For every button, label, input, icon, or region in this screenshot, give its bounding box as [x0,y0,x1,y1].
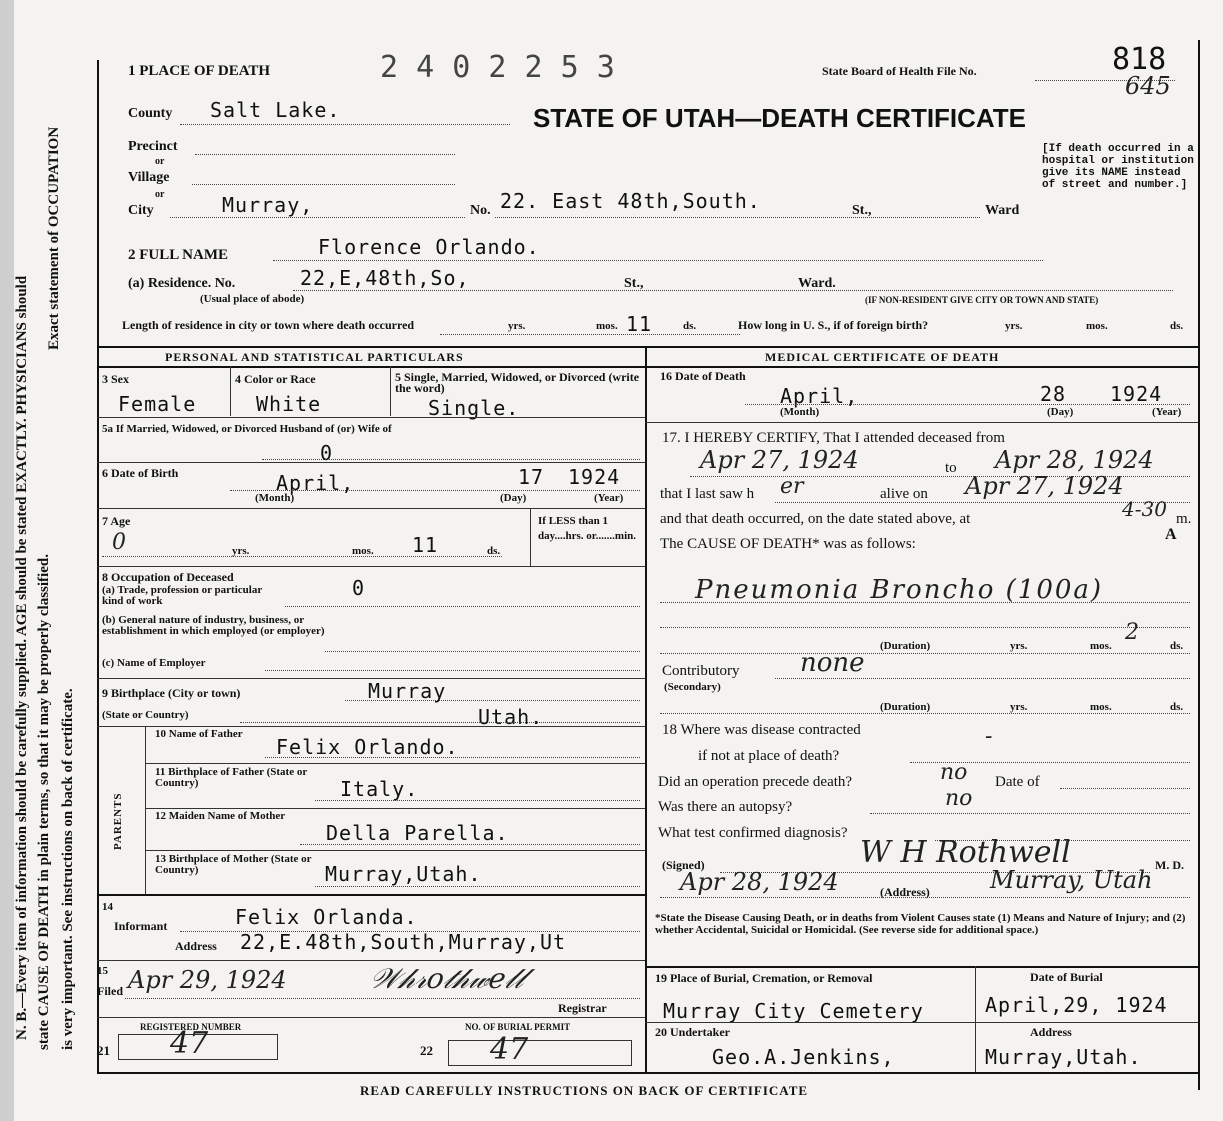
file-number-label: State Board of Health File No. [822,64,977,78]
color-label: 4 Color or Race [235,372,316,386]
dod-year: 1924 [1110,382,1163,406]
residence-st-label: St., [624,276,644,291]
residence-value: 22,E,48th,So, [300,266,470,290]
item-21: 21 [97,1043,110,1058]
cause-label: The CAUSE OF DEATH* was as follows: [660,536,916,552]
ward-label: Ward [985,203,1020,218]
row3-rule [97,417,645,418]
village-line [192,184,455,185]
filed-number: 15 [97,965,108,977]
father-birthplace: Italy. [340,777,419,801]
q18-dash: - [985,724,993,749]
dod-month-caption: (Month) [780,406,820,418]
mother-label: 12 Maiden Name of Mother [155,810,286,822]
precinct-label: Precinct [128,139,178,154]
duration-ds-1: ds. [1170,640,1184,652]
father-rule [145,763,645,764]
margin-instruction-3: Exact statement of OCCUPATION [46,126,62,350]
registrar-label: Registrar [558,1001,607,1015]
dob-line [230,490,640,491]
medical-heading: MEDICAL CERTIFICATE OF DEATH [765,350,1000,364]
residence-label: (a) Residence. No. [128,276,236,291]
parents-rule [97,894,645,896]
city-value: Murray, [222,193,314,217]
full-name-value: Florence Orlando. [318,235,540,259]
form-right-border [1198,40,1200,1090]
to-label: to [945,460,957,476]
cause-footnote: *State the Disease Causing Death, or in deaths from Violent Causes state (1) Means and Nature of Injury; and (2) whether Accidental, Suicidal or Homicidal. (See reverse side for additional space.) [655,912,1186,936]
age-line [102,556,502,557]
cause-line-2 [660,627,1190,628]
registrar-signature: 𝒲𝒽𝓇𝑜𝓉𝒽𝓌𝑒𝓁𝓁 [367,962,528,995]
informant-value: Felix Orlanda. [235,905,418,929]
signer-address-label: (Address) [880,885,930,899]
birthplace-line [345,700,640,701]
occupation-c-label: (c) Name of Employer [102,657,206,669]
length-ds: ds. [683,320,697,332]
death-time: 4-30 [1122,497,1167,521]
registered-number-label: REGISTERED NUMBER [140,1022,242,1032]
filed-rule [97,1017,645,1018]
mother-value: Della Parella. [326,821,509,845]
spouse-value: 0 [320,441,334,465]
duration-ds-2: ds. [1170,701,1184,713]
village-label: Village [128,170,170,185]
county-value: Salt Lake. [210,98,341,122]
street-no-label: No. [470,203,491,218]
length-residence-label: Length of residence in city or town where death occurred [122,318,415,332]
margin-instruction-1: N. B.—Every item of information should be carefully supplied. AGE should be stated EXACTLY. PHYSICIANS should [14,275,30,1040]
last-saw-pronoun: er [780,474,804,499]
duration-mos-1: mos. [1090,640,1112,652]
city-line [170,217,465,218]
q18-label: 18 Where was disease contracted [662,722,861,738]
birthplace-state: Utah. [478,705,544,729]
medical-heading-rule [645,366,1198,368]
burial-date-label: Date of Burial [1030,970,1103,984]
precinct-line [195,154,455,155]
cause-of-death: Pneumonia Broncho (100a) [695,575,1104,605]
sex-label: 3 Sex [102,372,129,386]
us-mos: mos. [1086,320,1108,332]
dob-label: 6 Date of Birth [102,466,179,480]
occupation-b-line [325,651,640,652]
autopsy-label: Was there an autopsy? [658,799,793,815]
mother-birthplace-label: 13 Birthplace of Mother (State or Country) [155,853,312,876]
signer-line [660,897,1190,898]
hospital-note: [If death occurred in a hospital or institution give its NAME instead of street and number.] [1042,143,1194,191]
left-edge-strip [0,0,14,1121]
duration-label-1: (Duration) [880,640,931,652]
column-divider [645,346,647,1072]
age-mos-value: 11 [412,533,439,557]
undertaker-value: Geo.A.Jenkins, [712,1045,895,1069]
personal-heading: PERSONAL AND STATISTICAL PARTICULARS [165,350,464,364]
margin-instruction-2: state CAUSE OF DEATH in plain terms, so that it may be properly classified. [36,554,52,1050]
footnote-rule [645,966,1198,968]
or-1: or [155,156,165,167]
father-line [265,757,640,758]
personal-heading-rule [97,366,645,368]
burial-rule [645,1022,1198,1023]
street-line [495,217,980,218]
parents-tag: PARENTS [112,792,124,850]
duration-value: 2 [1125,620,1139,645]
birthplace-label: 9 Birthplace (City or town) [102,686,241,700]
operation-label: Did an operation precede death? [658,774,853,790]
mother-bp-line [315,886,640,887]
color-marital-divider [390,366,391,416]
age-yrs-value: 0 [112,530,126,555]
undertaker-label: 20 Undertaker [655,1025,730,1039]
age-label: 7 Age [102,514,131,528]
street-value: 22. East 48th,South. [500,189,761,213]
registered-number: 47 [170,1026,209,1061]
dob-month: April, [276,471,355,495]
signer-address: Murray, Utah [990,866,1153,894]
row9-rule [97,726,645,727]
contributory-value: none [800,648,865,678]
burial-label: 19 Place of Burial, Cremation, or Removal [655,971,873,985]
dob-day: 17 [518,465,545,489]
section-divider [97,346,1199,348]
occupation-a-label: (a) Trade, profession or particular kind of work [102,584,263,607]
duration-mos-2: mos. [1090,701,1112,713]
row7-rule [97,566,645,567]
last-saw-date: Apr 27, 1924 [965,472,1124,500]
row5a-rule [97,462,645,463]
undertaker-address-label: Address [1030,1025,1072,1039]
occupation-label: 8 Occupation of Deceased [102,570,234,584]
spouse-label: 5a If Married, Widowed, or Divorced Husband of (or) Wife of [102,423,392,435]
footer-instruction: READ CAREFULLY INSTRUCTIONS ON BACK OF CERTIFICATE [360,1083,809,1098]
attended-from: Apr 27, 1924 [700,446,859,474]
death-occurred-label: and that death occurred, on the date stated above, at [660,511,971,527]
burial-permit-number: 47 [490,1032,529,1067]
us-yrs: yrs. [1005,320,1023,332]
marital-value: Single. [428,396,520,420]
row6-rule [97,508,645,509]
length-mos: mos. [596,320,618,332]
burial-permit-label: NO. OF BURIAL PERMIT [465,1022,571,1032]
burial-permit-box [448,1040,632,1066]
dod-month: April, [780,384,859,408]
street-st-label: St., [852,203,872,218]
length-line [440,334,740,335]
dod-year-caption: (Year) [1152,406,1182,418]
spouse-line [262,459,640,460]
us-ds: ds. [1170,320,1184,332]
father-bp-rule [145,808,645,809]
dod-day: 28 [1040,382,1067,406]
autopsy-line [870,813,1190,814]
burial-place: Murray City Cemetery [663,999,924,1023]
duration-line-2 [660,713,1190,714]
length-yrs: yrs. [508,320,526,332]
dod-rule [645,422,1198,423]
filed-label: Filed [97,984,123,998]
county-label: County [128,106,173,121]
father-birthplace-label: 11 Birthplace of Father (State or Country) [155,766,308,789]
signed-label: (Signed) [662,858,705,872]
length-mos-value: 11 [626,312,653,336]
attended-to: Apr 28, 1924 [995,446,1154,474]
age-divider [530,508,531,566]
sex-color-divider [230,366,231,416]
occupation-line [285,606,640,607]
physician-signature: W H Rothwell [860,835,1071,870]
filed-date: Apr 29, 1924 [128,966,287,994]
informant-address-label: Address [175,939,217,953]
full-name-line [273,260,1043,261]
burial-divider [975,966,976,1072]
mother-birthplace: Murray,Utah. [325,862,482,886]
secondary-caption: (Secondary) [664,681,721,693]
parents-divider [145,726,146,894]
birthplace-city: Murray [368,679,447,703]
operation-line [1060,788,1190,789]
dod-line [745,404,1190,405]
duration-line-1 [660,653,1190,654]
q18b-label: if not at place of death? [698,748,840,764]
dod-label: 16 Date of Death [660,369,746,383]
test-label: What test confirmed diagnosis? [658,825,848,841]
ampm-value: A [1165,526,1177,543]
city-label: City [128,203,154,218]
residence-line [293,290,1173,291]
informant-number: 14 [102,901,113,913]
marital-label: 5 Single, Married, Widowed, or Divorced (write the word) [395,370,640,395]
father-value: Felix Orlando. [276,735,459,759]
operation-value: no [940,760,968,785]
county-line [180,124,510,125]
document-title: STATE OF UTAH—DEATH CERTIFICATE [533,103,1026,133]
cause-line-1 [660,602,1190,603]
usual-abode-caption: (Usual place of abode) [200,293,305,305]
dod-day-caption: (Day) [1047,406,1074,418]
birthplace-state-line [240,722,640,723]
residence-ward-label: Ward. [798,276,836,291]
margin-instruction-4: is very important. See instructions on back of certificate. [60,688,76,1050]
contributory-line [775,678,1190,679]
birthplace-state-label: (State or Country) [102,709,189,721]
place-of-death-label: 1 PLACE OF DEATH [128,63,271,79]
mother-line [300,844,640,845]
duration-yrs-1: yrs. [1010,640,1028,652]
item-22: 22 [420,1043,433,1058]
certificate-number: 2 4 0 2 2 5 3 [380,50,615,85]
color-value: White [256,392,322,416]
file-number-handwritten: 645 [1125,72,1171,100]
father-bp-line [315,800,640,801]
certify-line: 17. I HEREBY CERTIFY, That I attended deceased from [662,430,1005,446]
last-saw-label: that I last saw h [660,486,755,502]
age-mos-caption: mos. [352,545,374,557]
date-of-label: Date of [995,774,1040,790]
occupation-c-line [265,670,640,671]
informant-rule [97,960,645,961]
autopsy-value: no [945,786,973,811]
age-yrs-caption: yrs. [232,545,250,557]
dob-year: 1924 [568,465,621,489]
signed-date: Apr 28, 1924 [680,868,839,896]
filed-line [125,998,640,999]
father-label: 10 Name of Father [155,728,243,740]
contributory-label: Contributory [662,663,740,679]
undertaker-address: Murray,Utah. [985,1045,1142,1069]
md-label: M. D. [1155,858,1184,872]
less-than-label: If LESS than 1 day....hrs. or.......min. [538,515,637,542]
duration-yrs-2: yrs. [1010,701,1028,713]
dob-month-caption: (Month) [255,492,295,504]
sex-value: Female [118,392,197,416]
or-2: or [155,189,165,200]
dob-day-caption: (Day) [500,492,527,504]
alive-on-label: alive on [880,486,928,502]
occupation-b-label: (b) General nature of industry, business, or establishment in which employed (or employer) [102,614,325,637]
mother-rule [145,850,645,851]
burial-date: April,29, 1924 [985,993,1168,1017]
m-label: m. [1176,511,1192,527]
informant-address: 22,E.48th,South,Murray,Ut [240,930,567,954]
us-label: How long in U. S., if of foreign birth? [738,318,929,332]
full-name-label: 2 FULL NAME [128,247,229,263]
nonresident-caption: (IF NON-RESIDENT GIVE CITY OR TOWN AND STATE) [865,295,1099,305]
duration-label-2: (Duration) [880,701,931,713]
informant-label: Informant [114,919,168,933]
form-bottom-border [97,1072,1199,1074]
file-number: 818 [1112,42,1167,77]
age-ds-caption: ds. [487,545,501,557]
occupation-value: 0 [352,576,366,600]
dob-year-caption: (Year) [594,492,624,504]
